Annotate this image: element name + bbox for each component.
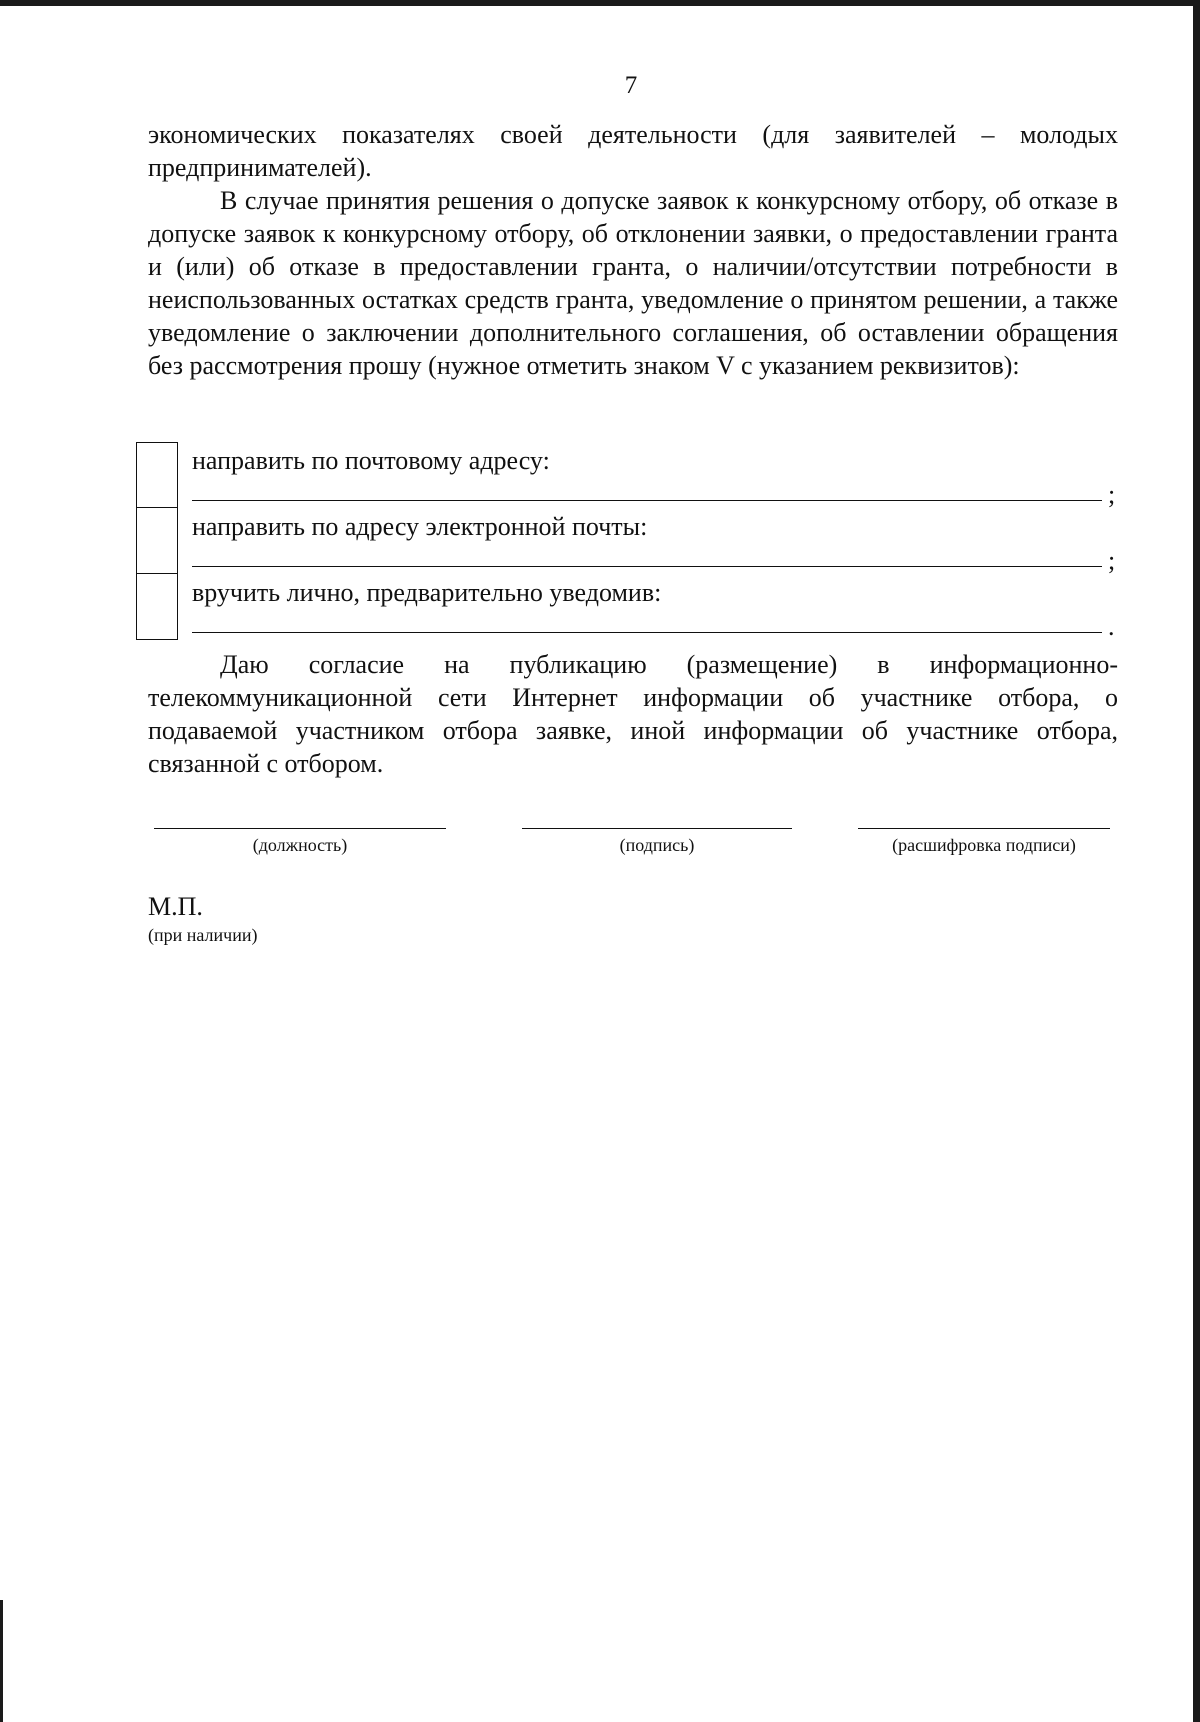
option-fill-line[interactable] <box>192 632 1102 633</box>
seal-label: М.П. <box>148 892 203 921</box>
option-label: вручить лично, предварительно уведомив: <box>192 578 662 607</box>
option-label: направить по адресу электронной почты: <box>192 512 648 541</box>
signature-decoding-caption: (расшифровка подписи) <box>892 835 1076 855</box>
position-caption: (должность) <box>252 835 348 855</box>
option-checkbox[interactable] <box>136 508 178 574</box>
option-end-mark: ; <box>1108 480 1116 509</box>
scan-border-right <box>1193 0 1200 1722</box>
paragraph-text: Даю согласие на публикацию (размещение) в информационно-телекоммуникационной сети Интернет информации об участнике отбора, о подаваемой участником отбора заявке, иной информации об участнике отбора, связанной с отбором. <box>148 650 1118 778</box>
option-fill-line[interactable] <box>192 500 1102 501</box>
scan-border-top <box>0 0 1200 6</box>
paragraph-text: экономических показателях своей деятельности (для заявителей – молодых предпринимателей). <box>148 120 1118 182</box>
signature-line[interactable] <box>522 828 792 829</box>
option-fill-line[interactable] <box>192 566 1102 567</box>
option-end-mark: ; <box>1108 546 1116 575</box>
option-email <box>136 508 1126 574</box>
scan-border-left <box>0 1600 3 1722</box>
option-postal-address <box>136 442 1126 508</box>
option-checkbox[interactable] <box>136 442 178 508</box>
option-end-mark: . <box>1108 612 1115 641</box>
delivery-options <box>136 442 1126 640</box>
signature-caption: (подпись) <box>619 835 695 855</box>
seal-note: (при наличии) <box>148 925 258 945</box>
position-line[interactable] <box>154 828 446 829</box>
option-checkbox[interactable] <box>136 574 178 640</box>
paragraph-continuation <box>148 118 1118 184</box>
paragraph-text: В случае принятия решения о допуске заявок к конкурсному отбору, об отказе в допуске заявок к конкурсному отбору, об отклонении заявки, о предоставлении гранта и (или) об отказе в предоставлении гранта, о наличии/отсутствии потребности в неиспользованных остатках средств гранта, уведомление о принятом решении, а также уведомление о заключении дополнительного соглашения, об оставлении обращения без рассмотрения прошу (нужное отметить знаком V с указанием реквизитов): <box>148 186 1118 380</box>
option-label: направить по почтовому адресу: <box>192 446 550 475</box>
signature-decoding-line[interactable] <box>858 828 1110 829</box>
option-in-person <box>136 574 1126 640</box>
page-number: 7 <box>624 72 638 99</box>
paragraph-consent <box>148 648 1118 780</box>
paragraph-notification-method <box>148 184 1118 382</box>
